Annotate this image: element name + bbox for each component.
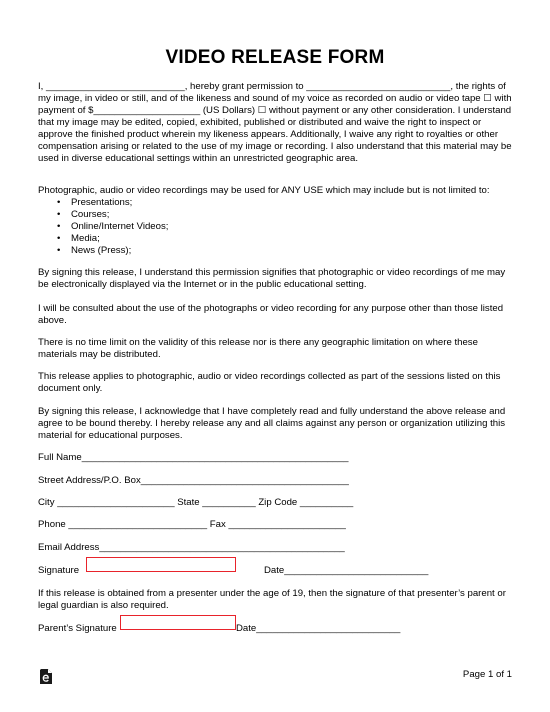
minor-paragraph: If this release is obtained from a presenter under the age of 19, then the signature of that presenter’s parent or legal guardian is also required.	[38, 588, 506, 611]
document-e-icon	[39, 669, 53, 685]
signature-date-field[interactable]: Date___________________________	[264, 565, 429, 576]
list-item: • Online/Internet Videos;	[38, 221, 168, 233]
parent-date-field[interactable]: Date___________________________	[236, 623, 401, 634]
parent-signature-box[interactable]	[120, 615, 236, 630]
list-item: • News (Press);	[38, 245, 168, 257]
parent-signature-label: Parent’s Signature	[38, 623, 117, 634]
time-limit-paragraph: There is no time limit on the validity of this release nor is there any geographic limitation on where these materials may be distributed.	[38, 337, 478, 360]
internet-paragraph: By signing this release, I understand this permission signifies that photographic or video recordings of me may be electronically displayed via the Internet or in the public educational setting.	[38, 267, 506, 290]
signature-box[interactable]	[86, 557, 236, 572]
page-number: Page 1 of 1	[462, 669, 512, 680]
uses-list	[38, 197, 168, 257]
signature-label: Signature	[38, 565, 80, 576]
consulted-paragraph: I will be consulted about the use of the photographs or video recording for any purpose other than those listed above.	[38, 303, 504, 326]
acknowledge-paragraph: By signing this release, I acknowledge that I have completely read and fully understand the above release and agree to be bound thereby. I hereby release any and all claims against any person or organization utilizing this material for educational purposes.	[38, 406, 506, 441]
full-name-field[interactable]: Full Name__________________________________________________	[38, 452, 349, 463]
city-state-zip-field[interactable]: City ______________________ State __________ Zip Code __________	[38, 497, 354, 508]
street-address-field[interactable]: Street Address/P.O. Box_______________________________________	[38, 475, 349, 486]
list-item: • Presentations;	[38, 197, 168, 209]
uses-intro: Photographic, audio or video recordings may be used for ANY USE which may include but is not limited to:	[38, 185, 490, 196]
form-title: VIDEO RELEASE FORM	[165, 47, 385, 68]
list-item: • Media;	[38, 233, 168, 245]
sessions-paragraph: This release applies to photographic, audio or video recordings collected as part of the sessions listed on this document only.	[38, 371, 501, 394]
email-field[interactable]: Email Address______________________________________________	[38, 542, 345, 553]
phone-fax-field[interactable]: Phone __________________________ Fax ______________________	[38, 519, 346, 530]
intro-paragraph: I, __________________________, hereby grant permission to ___________________________, the rights of my image, in video or still, and of the likeness and sound of my voice as recorded on audio or video tape ☐ with payment of $____________________ (US Dollars) ☐ without payment or any other consideration. I understand that my image may be edited, copied, exhibited, published or distributed and waive the right to inspect or approve the finished product wherein my likeness appears. Additionally, I waive any right to royalties or other compensation arising or related to the use of my image or recording. I also understand that this material may be used in diverse educational settings within an unrestricted geographic area.	[38, 81, 512, 164]
list-item: • Courses;	[38, 209, 168, 221]
